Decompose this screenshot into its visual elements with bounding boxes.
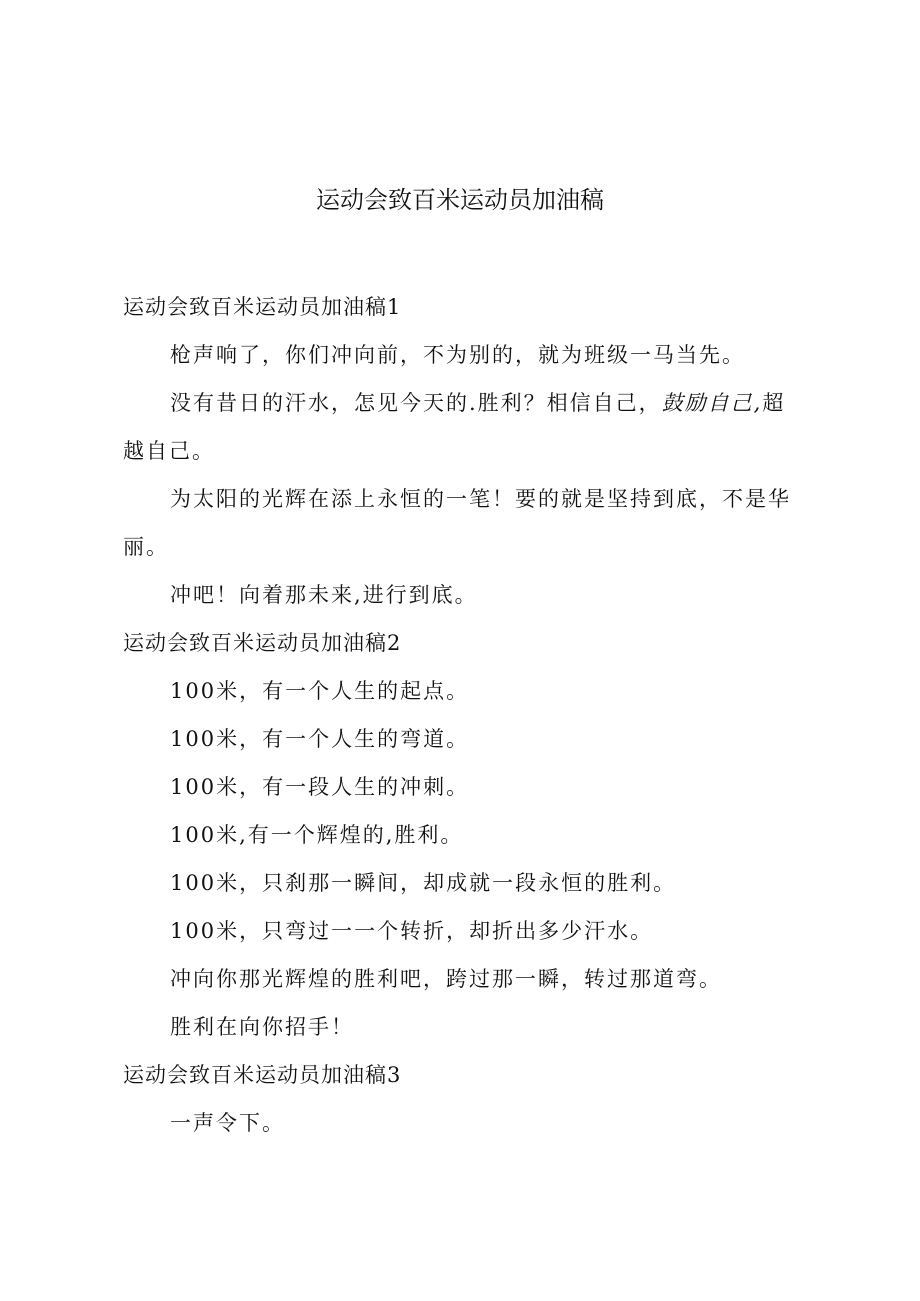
- paragraph: 100米，有一个人生的弯道。: [170, 727, 470, 751]
- paragraph-with-emphasis: [123, 379, 808, 475]
- paragraph: 100米，有一段人生的冲刺。: [170, 775, 470, 799]
- paragraph: 100米，有一个人生的起点。: [170, 679, 470, 703]
- page-title: 运动会致百米运动员加油稿: [316, 186, 604, 214]
- paragraph: 胜利在向你招手！: [170, 1015, 354, 1039]
- document-body: [123, 283, 808, 1147]
- paragraph: 冲吧！向着那未来,进行到底。: [170, 583, 478, 607]
- section-heading: 运动会致百米运动员加油稿1: [123, 295, 402, 319]
- section-3: [123, 1051, 808, 1147]
- section-heading: 运动会致百米运动员加油稿2: [123, 631, 402, 655]
- paragraph: 枪声响了，你们冲向前，不为别的，就为班级一马当先。: [170, 343, 745, 367]
- section-heading: 运动会致百米运动员加油稿3: [123, 1063, 402, 1087]
- paragraph: 100米，只刹那一瞬间，却成就一段永恒的胜利。: [170, 871, 677, 895]
- paragraph: 一声令下。: [170, 1111, 285, 1135]
- section-2: [123, 619, 808, 1051]
- paragraph: 100米,有一个辉煌的,胜利。: [170, 823, 464, 847]
- paragraph-text-after: 超越自己。: [123, 391, 786, 463]
- section-1: [123, 283, 808, 619]
- paragraph: 冲向你那光辉煌的胜利吧，跨过那一瞬，转过那道弯。: [170, 967, 722, 991]
- paragraph-text-before: 没有昔日的汗水，怎见今天的.胜利？相信自己，: [170, 391, 662, 415]
- paragraph: 为太阳的光辉在添上永恒的一笔！要的就是坚持到底，不是华丽。: [123, 487, 791, 559]
- paragraph: 100米，只弯过一一个转折，却折出多少汗水。: [170, 919, 654, 943]
- emphasized-text: 鼓励自己,: [661, 391, 763, 415]
